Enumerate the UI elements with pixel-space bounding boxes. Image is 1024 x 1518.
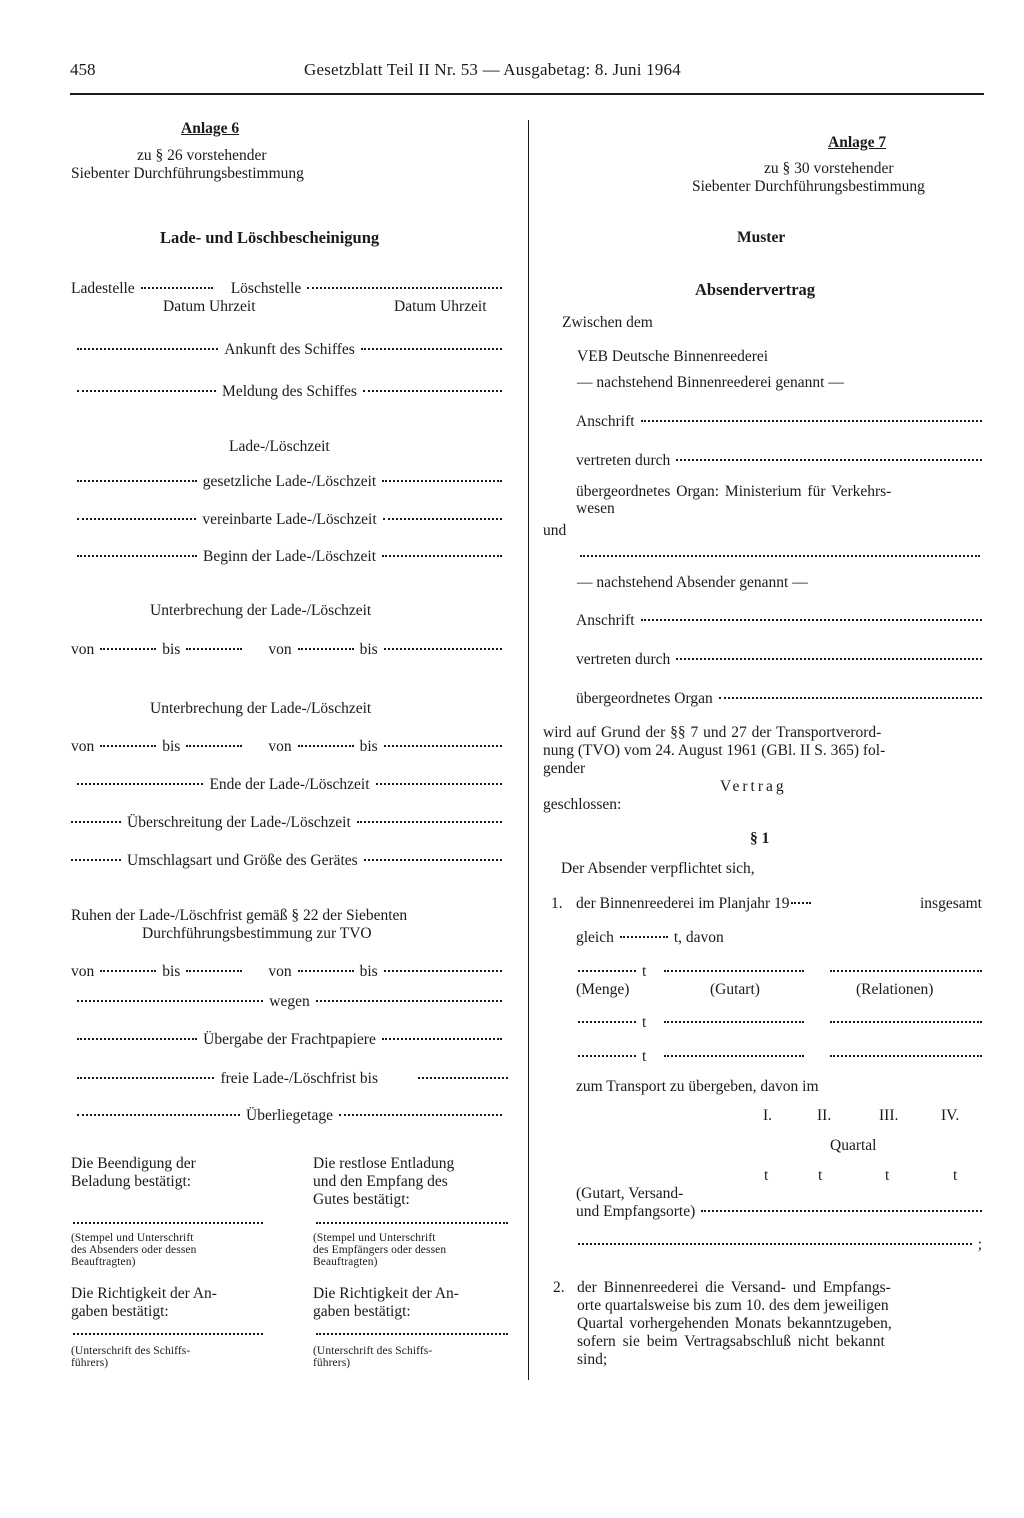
dots	[384, 745, 502, 747]
von-label: von	[71, 738, 95, 755]
stempel-absender-1: (Stempel und Unterschrift	[71, 1232, 194, 1244]
vertreten-field-2[interactable]	[676, 658, 982, 660]
grund-line3: gender	[543, 760, 586, 777]
nachstehend-absender: — nachstehend Absender genannt —	[577, 574, 808, 591]
beendigung-line1: Die Beendigung der	[71, 1155, 196, 1172]
signature-line-absender[interactable]	[73, 1222, 263, 1224]
ruhen-line1: Ruhen der Lade-/Löschfrist gemäß § 22 der Siebenten	[71, 907, 408, 924]
veb-name: VEB Deutsche Binnenreederei	[577, 348, 769, 365]
quartal-t-1: t	[764, 1167, 769, 1184]
anlage-7-title: Anlage 7	[828, 134, 887, 151]
relationen-field-3[interactable]	[830, 1055, 982, 1057]
extra-line-row	[578, 1236, 982, 1254]
menge-caption: (Menge)	[576, 981, 630, 998]
ende-row	[71, 776, 508, 794]
quarter-1: I.	[763, 1107, 773, 1124]
quartal-t-3: t	[885, 1167, 890, 1184]
dots	[77, 390, 216, 392]
datum-uhrzeit-left: Datum Uhrzeit	[163, 298, 256, 315]
uebergabe-label: Übergabe der Frachtpapiere	[203, 1031, 376, 1048]
dfix	[100, 745, 156, 747]
ueberschreitung-row	[71, 814, 508, 832]
ueberschreitung-label: Überschreitung der Lade-/Löschzeit	[127, 814, 351, 831]
item-2-number: 2.	[553, 1279, 565, 1296]
von-label: von	[268, 641, 292, 658]
dfix	[71, 821, 121, 823]
header-rule	[70, 93, 984, 95]
extra-field[interactable]	[578, 1243, 972, 1245]
dots	[77, 480, 197, 482]
von-label: von	[268, 738, 292, 755]
freie-label: freie Lade-/Löschfrist bis	[220, 1070, 378, 1087]
dots	[384, 648, 502, 650]
gesetzliche-row	[71, 473, 508, 491]
relationen-field-2[interactable]	[830, 1021, 982, 1023]
dfix	[71, 859, 121, 861]
loeschstelle-dots	[307, 287, 502, 289]
dots	[383, 518, 502, 520]
item-2-line3: Quartal vorhergehenden Monats bekanntzugeben,	[577, 1315, 892, 1332]
signature-line-schiffsfuehrer-left[interactable]	[73, 1333, 263, 1335]
organ-ministerium-line1: übergeordnetes Organ: Ministerium für Verkehrs-	[576, 483, 892, 500]
beginn-row	[71, 548, 508, 566]
t-davon-label: t, davon	[673, 929, 724, 946]
anschrift-row-2	[576, 612, 982, 630]
unterschrift-right-1: (Unterschrift des Schiffs-	[313, 1345, 433, 1357]
anschrift-label: Anschrift	[576, 612, 635, 629]
cargo-row-1	[578, 963, 982, 981]
lade-loesch-heading: Lade- und Löschbescheinigung	[160, 228, 380, 247]
dots	[339, 1114, 502, 1116]
anschrift-field-2[interactable]	[641, 619, 982, 621]
dfix	[186, 745, 242, 747]
gutart-versand-line1: (Gutart, Versand-	[576, 1185, 684, 1202]
geschlossen-label: geschlossen:	[543, 796, 622, 813]
anschrift-row-1	[576, 413, 982, 431]
dfix	[186, 970, 242, 972]
page-number: 458	[70, 60, 96, 79]
dots	[77, 1038, 197, 1040]
unterschrift-left-2: führers)	[71, 1357, 109, 1369]
dots	[364, 859, 502, 861]
uebergabe-row	[71, 1031, 508, 1049]
item-2-line1: der Binnenreederei die Versand- und Empfangs-	[577, 1279, 891, 1296]
vertreten-row-2	[576, 651, 982, 669]
nachstehend-binnenreederei: — nachstehend Binnenreederei genannt —	[577, 374, 844, 391]
dots	[382, 480, 502, 482]
entladung-line1: Die restlose Entladung	[313, 1155, 455, 1172]
ueberliegetage-label: Überliegetage	[246, 1107, 333, 1124]
ladestelle-dots	[141, 287, 213, 289]
dfix	[100, 648, 156, 650]
unterschrift-right-2: führers)	[313, 1357, 351, 1369]
planjahr-field[interactable]	[791, 902, 811, 904]
dfix	[298, 970, 354, 972]
wegen-label: wegen	[269, 993, 310, 1010]
stempel-absender-2: des Absenders oder dessen	[71, 1244, 197, 1256]
umschlagsart-label: Umschlagsart und Größe des Gerätes	[127, 852, 358, 869]
organ-field[interactable]	[719, 697, 982, 699]
anschrift-field-1[interactable]	[641, 420, 982, 422]
gutart-versand-row	[576, 1203, 982, 1221]
anlage-6-ref-line2: Siebenter Durchführungsbestimmung	[71, 165, 304, 182]
anlage-6-title: Anlage 6	[181, 120, 240, 137]
menge-field-3[interactable]	[578, 1055, 636, 1057]
ladezeit-heading: Lade-/Löschzeit	[229, 438, 330, 455]
item-1-row	[576, 895, 982, 913]
vertrag-label: Vertrag	[720, 778, 787, 795]
t-unit: t	[642, 1014, 647, 1031]
zwischen-label: Zwischen dem	[562, 314, 653, 331]
ladestelle-row	[71, 280, 508, 298]
gleich-label: gleich	[576, 929, 614, 946]
item-2-line2: orte quartalsweise bis zum 10. des dem jeweiligen	[577, 1297, 889, 1314]
wegen-row	[71, 993, 508, 1011]
bis-label: bis	[162, 738, 181, 755]
dots	[376, 783, 502, 785]
quarter-4: IV.	[941, 1107, 960, 1124]
entladung-line2: und den Empfang des	[313, 1173, 448, 1190]
item-2-line4: sofern sie beim Vertragsabschluß nicht bekannt	[577, 1333, 885, 1350]
datum-uhrzeit-right: Datum Uhrzeit	[394, 298, 487, 315]
organ-label: übergeordnetes Organ	[576, 690, 713, 707]
item-1-text: der Binnenreederei im Planjahr 19	[576, 895, 790, 912]
stempel-empfaenger-2: des Empfängers oder dessen	[313, 1244, 447, 1256]
dots	[361, 348, 502, 350]
loeschstelle-label: Löschstelle	[230, 280, 302, 297]
dots	[363, 390, 502, 392]
dfix	[298, 745, 354, 747]
gleich-row	[576, 929, 724, 947]
richtigkeit-left-2: gaben bestätigt:	[71, 1303, 169, 1320]
dfix	[186, 648, 242, 650]
von-label: von	[71, 641, 95, 658]
beginn-label: Beginn der Lade-/Löschzeit	[203, 548, 377, 565]
item-2-line5: sind;	[577, 1351, 608, 1368]
vereinbarte-label: vereinbarte Lade-/Löschzeit	[202, 511, 377, 528]
column-divider	[528, 120, 529, 1380]
quartal-label: Quartal	[830, 1137, 877, 1154]
ankunft-row	[71, 341, 508, 359]
signature-line-schiffsfuehrer-right[interactable]	[316, 1333, 508, 1335]
richtigkeit-left-1: Die Richtigkeit der An-	[71, 1285, 217, 1302]
vertreten-row-1	[576, 452, 982, 470]
bis-label: bis	[162, 641, 181, 658]
grund-line1: wird auf Grund der §§ 7 und 27 der Transportverord-	[543, 724, 882, 741]
absendervertrag-heading: Absendervertrag	[695, 280, 816, 299]
menge-field-1[interactable]	[578, 970, 636, 972]
vertreten-field-1[interactable]	[676, 459, 982, 461]
dots	[77, 1114, 240, 1116]
grund-line2: nung (TVO) vom 24. August 1961 (GBl. II S. 365) fol-	[543, 742, 886, 759]
ruhen-line2: Durchführungsbestimmung zur TVO	[142, 925, 372, 942]
von-label: von	[71, 963, 95, 980]
von-label: von	[268, 963, 292, 980]
unterschrift-left-1: (Unterschrift des Schiffs-	[71, 1345, 191, 1357]
span: ;	[977, 1236, 982, 1253]
unterbrechung-heading-2: Unterbrechung der Lade-/Löschzeit	[150, 700, 372, 717]
dots	[77, 555, 197, 557]
vereinbarte-row	[71, 511, 508, 529]
meldung-row	[71, 383, 508, 401]
versand-empfangsorte-field[interactable]	[701, 1210, 982, 1212]
muster-label: Muster	[737, 229, 786, 246]
dots	[382, 1038, 502, 1040]
gleich-tonnage-field[interactable]	[620, 936, 668, 938]
richtigkeit-right-1: Die Richtigkeit der An-	[313, 1285, 459, 1302]
item-1-number: 1.	[551, 895, 563, 912]
von-bis-row-2	[71, 738, 508, 756]
dots	[316, 1000, 502, 1002]
dots	[384, 970, 502, 972]
cargo-row-3	[578, 1048, 982, 1066]
unterbrechung-heading-1: Unterbrechung der Lade-/Löschzeit	[150, 602, 372, 619]
ende-label: Ende der Lade-/Löschzeit	[209, 776, 370, 793]
quarter-3: III.	[879, 1107, 899, 1124]
anschrift-label: Anschrift	[576, 413, 635, 430]
cargo-row-2	[578, 1014, 982, 1032]
dots	[382, 555, 502, 557]
absender-name-field[interactable]	[580, 555, 980, 557]
bis-label: bis	[162, 963, 181, 980]
quarter-2: II.	[817, 1107, 832, 1124]
dfix	[298, 648, 354, 650]
organ-ministerium-line2: wesen	[576, 500, 615, 517]
gesetzliche-label: gesetzliche Lade-/Löschzeit	[202, 473, 377, 490]
dots	[77, 1000, 263, 1002]
bis-label: bis	[359, 641, 378, 658]
dots	[77, 348, 218, 350]
relationen-field-1[interactable]	[830, 970, 982, 972]
anlage-6-ref-line1: zu § 26 vorstehender	[137, 147, 267, 164]
t-unit: t	[642, 1048, 647, 1065]
gazette-header: Gesetzblatt Teil II Nr. 53 — Ausgabetag: 8. Juni 1964	[304, 60, 681, 79]
beendigung-line2: Beladung bestätigt:	[71, 1173, 192, 1190]
ankunft-label: Ankunft des Schiffes	[224, 341, 355, 358]
t-unit: t	[642, 963, 647, 980]
zum-transport-label: zum Transport zu übergeben, davon im	[576, 1078, 819, 1095]
richtigkeit-right-2: gaben bestätigt:	[313, 1303, 411, 1320]
quartal-t-2: t	[818, 1167, 823, 1184]
relationen-caption: (Relationen)	[856, 981, 934, 998]
stempel-empfaenger-3: Beauftragten)	[313, 1256, 378, 1268]
entladung-line3: Gutes bestätigt:	[313, 1191, 410, 1208]
quartal-t-4: t	[953, 1167, 958, 1184]
dots	[77, 518, 196, 520]
meldung-label: Meldung des Schiffes	[222, 383, 357, 400]
gutart-field-1[interactable]	[664, 970, 804, 972]
insgesamt-label: insgesamt	[920, 895, 982, 912]
ueberliegetage-row	[71, 1107, 508, 1125]
stempel-empfaenger-1: (Stempel und Unterschrift	[313, 1232, 436, 1244]
dots	[357, 821, 502, 823]
verpflichtet-label: Der Absender verpflichtet sich,	[561, 860, 755, 877]
dots	[77, 783, 203, 785]
gutart-caption: (Gutart)	[710, 981, 760, 998]
gutart-field-3[interactable]	[664, 1055, 804, 1057]
bis-label: bis	[359, 963, 378, 980]
vertreten-label: vertreten durch	[576, 651, 671, 668]
von-bis-row-1	[71, 641, 508, 659]
signature-line-empfaenger[interactable]	[316, 1222, 508, 1224]
gutart-versand-line2: und Empfangsorte)	[576, 1203, 696, 1220]
ladestelle-label: Ladestelle	[71, 280, 135, 297]
organ-row	[576, 690, 982, 708]
vertreten-label: vertreten durch	[576, 452, 671, 469]
dots	[77, 1077, 214, 1079]
anlage-7-ref-line2: Siebenter Durchführungsbestimmung	[692, 178, 925, 195]
stempel-absender-3: Beauftragten)	[71, 1256, 136, 1268]
umschlagsart-row	[71, 852, 508, 870]
menge-field-2[interactable]	[578, 1021, 636, 1023]
bis-label: bis	[359, 738, 378, 755]
von-bis-row-3	[71, 963, 508, 981]
anlage-7-ref-line1: zu § 30 vorstehender	[764, 160, 894, 177]
gutart-field-2[interactable]	[664, 1021, 804, 1023]
dfix	[418, 1077, 508, 1079]
paragraph-1: § 1	[750, 830, 770, 847]
freie-row	[71, 1070, 508, 1088]
dfix	[100, 970, 156, 972]
und-label: und	[543, 522, 567, 539]
